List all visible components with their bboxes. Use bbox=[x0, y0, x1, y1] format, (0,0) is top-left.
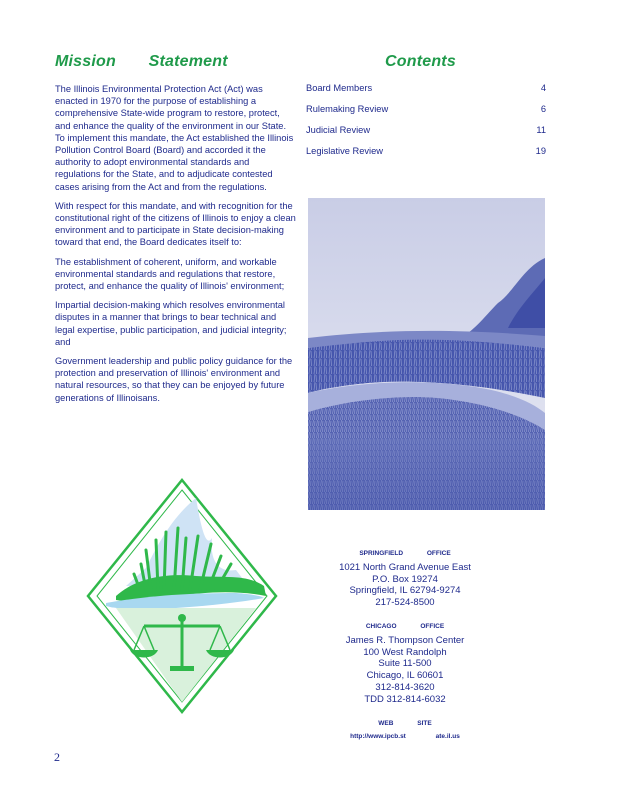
toc-label: Legislative Review bbox=[306, 146, 383, 156]
toc-entry[interactable] bbox=[306, 104, 546, 125]
office-address-line: 100 West Randolph bbox=[363, 646, 447, 658]
toc-entry[interactable] bbox=[306, 146, 546, 167]
chicago-office bbox=[330, 621, 480, 706]
springfield-office bbox=[330, 548, 480, 609]
mission-paragraph: Impartial decision-making which resolves environmental disputes in a manner that brings to bear technical and legal expertise, public participation, and judicial integrity; and bbox=[55, 300, 287, 347]
office-phone: 217-524-8500 bbox=[375, 597, 435, 609]
office-title: WEB SITE bbox=[378, 719, 432, 727]
board-logo bbox=[86, 478, 278, 714]
office-tdd: TDD 312-814-6032 bbox=[364, 693, 446, 705]
mission-paragraph: With respect for this mandate, and with recognition for the constitutional right of the citizens of Illinois to enjoy a clean environment and to participate in State decision-making toward that end, the Board dedicates itself to: bbox=[55, 200, 296, 248]
office-phone: 312-814-3620 bbox=[375, 681, 435, 693]
office-address-line: P.O. Box 19274 bbox=[372, 573, 438, 585]
toc-entry[interactable] bbox=[306, 125, 546, 146]
cornfield-photo bbox=[308, 198, 545, 510]
toc-label: Board Members bbox=[306, 83, 373, 93]
contents-heading: Contents bbox=[385, 53, 456, 70]
office-title: SPRINGFIELD OFFICE bbox=[359, 550, 451, 557]
mission-heading: Mission Statement bbox=[55, 53, 228, 70]
office-address-line: Chicago, IL 60601 bbox=[366, 670, 444, 682]
toc-label: Rulemaking Review bbox=[306, 104, 389, 114]
office-contacts bbox=[330, 548, 480, 755]
office-address-line: 1021 North Grand Avenue East bbox=[339, 561, 471, 573]
toc-entry[interactable] bbox=[306, 83, 546, 104]
office-address-line: Springfield, IL 62794-9274 bbox=[349, 585, 461, 597]
mission-paragraph: The Illinois Environmental Protection Act (Act) was enacted in 1970 for the purpose of establishing a comprehensive State-wide program to restore, protect, and enhance the quality of the environment in our State. To implement this mandate, the Act established the Illinois Pollution Control Board (Board) and accorded it the authority to adopt environmental standards and regulations for the State, and to adjudicate contested cases arising from the Act and from the regulations. bbox=[55, 84, 294, 192]
contents-list bbox=[306, 83, 546, 167]
mission-statement-body bbox=[55, 83, 297, 411]
office-title: CHICAGO OFFICE bbox=[365, 622, 445, 630]
mission-paragraph: Government leadership and public policy guidance for the protection and preservation of Illinois' environment and natural resources, so that they can be enjoyed by future generations of Illinoisans. bbox=[55, 356, 293, 403]
toc-page: 11 bbox=[536, 125, 546, 135]
web-url-link[interactable]: http://www.ipcb.st ate.il.us bbox=[350, 733, 460, 741]
toc-page: 6 bbox=[540, 104, 546, 114]
toc-page: 19 bbox=[535, 146, 546, 156]
mission-paragraph: The establishment of coherent, uniform, and workable environmental standards and regulations that restore, protect, and enhance the quality of Illinois' environment; bbox=[55, 256, 285, 292]
toc-label: Judicial Review bbox=[306, 125, 371, 135]
office-address-line: Suite 11-500 bbox=[378, 658, 432, 670]
page-number: 2 bbox=[54, 750, 60, 764]
web-site bbox=[330, 718, 480, 744]
office-address-line: James R. Thompson Center bbox=[345, 634, 465, 646]
toc-page: 4 bbox=[540, 83, 546, 93]
